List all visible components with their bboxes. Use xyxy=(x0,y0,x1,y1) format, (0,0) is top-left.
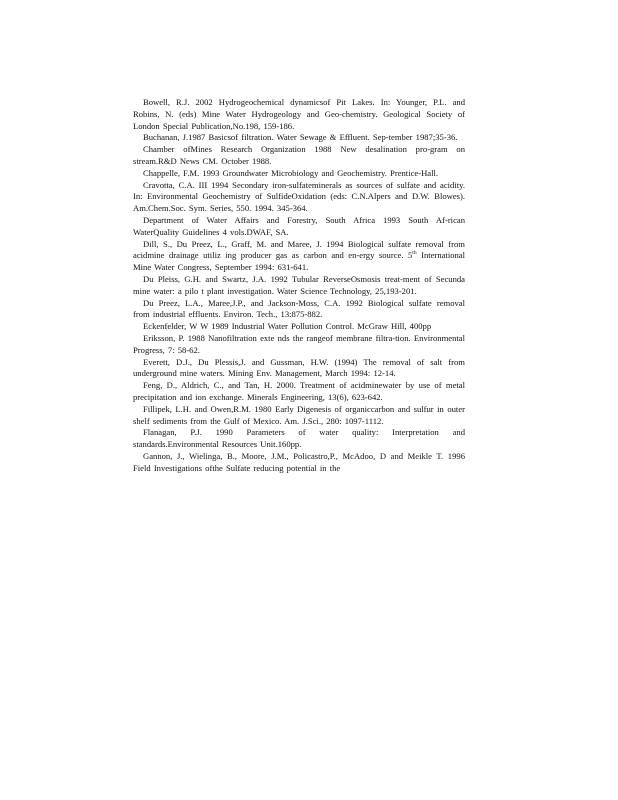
reference-eriksson: Eriksson, P. 1988 Nanofiltration exte nds the rangeof membrane filtra-tion. Environmental Progress, 7: 58-62. xyxy=(133,332,465,355)
reference-cravotta: Cravotta, C.A. III 1994 Secondary iron-sulfateminerals as sources of sulfate and acidity. In: Environmental Geochemistry of SulfideOxidation (eds: C.N.Alpers and D.W. Blowes). Am.Chem.Soc. Sym. Series, 550. 1994. 345-364. xyxy=(133,179,465,214)
reference-dill-sup: th xyxy=(412,250,417,257)
reference-chappelle: Chappelle, F.M. 1993 Groundwater Microbiology and Geochemistry. Prentice-Hall. xyxy=(143,167,439,178)
reference-gannon: Gannon, J., Wielinga, B., Moore, J.M., Policastro,P., McAdoo, D and Meikle T. 1996 Field Investigations ofthe Sulfate reducing potential in the xyxy=(133,450,465,473)
reference-bowell: Bowell, R.J. 2002 Hydrogeochemical dynamicsof Pit Lakes. In: Younger, P.L. and Robins, N. (eds) Mine Water Hydrogeology and Geo-chemistry. Geological Society of London Special Publication,No.198, 159-186. xyxy=(133,97,465,131)
reference-dill-tail: International Mine Water Congress, September 1994: 631-641. xyxy=(133,250,465,273)
reference-feng: Feng, D., Aldrich, C., and Tan, H. 2000. Treatment of acidminewater by use of metal precipitation and ion exchange. Minerals Engineering, 13(6), 623-642. xyxy=(133,380,465,402)
reference-flanagan: Flanagan, P.J. 1990 Parameters of water quality: Interpretation and standards.Environmental Resources Unit.160pp. xyxy=(133,427,465,450)
reference-du-pleiss: Du Pleiss, G.H. and Swartz, J.A. 1992 Tubular ReverseOsmosis treat-ment of Secunda mine water: a pilo t plant investigation. Water Science Technology, 25,193-201. xyxy=(133,273,465,296)
reference-chamber-of-mines: Chamber ofMines Research Organization 1988 New desalination pro-gram on stream.R&D News CM. October 1988. xyxy=(133,144,465,166)
reference-list xyxy=(133,97,465,475)
reference-everett: Everett, D.J., Du Plessis,J. and Gussman, H.W. (1994) The removal of salt from underground mine waters. Mining Env. Management, March 1994: 12-14. xyxy=(133,356,465,379)
reference-fillipek: Fillipek, L.H. and Owen,R.M. 1980 Early Digenesis of organiccarbon and sulfur in outer shelf sediments from the Gulf of Mexico. Am. J.Sci., 280: 1097-1112. xyxy=(133,403,465,426)
reference-dill-main: Dill, S., Du Preez, L., Graff, M. and Maree, J. 1994 Biological sulfate removal from acidmine drainage utiliz ing producer gas as carbon and en-ergy source. 5 xyxy=(133,238,465,261)
reference-buchanan: Buchanan, J.1987 Basicsof filtration. Water Sewage & Effluent. Sep-tember 1987;35-36. xyxy=(143,132,458,143)
reference-dwaf: Department of Water Affairs and Forestry, South Africa 1993 South Af-rican WaterQuality Guidelines 4 vols.DWAF, SA. xyxy=(133,214,465,237)
reference-du-preez: Du Preez, L.A., Maree,J.P., and Jackson-Moss, C.A. 1992 Biological sulfate removal from industrial effluents. Environ. Tech., 13:875-882. xyxy=(133,297,465,320)
reference-eckenfelder: Eckenfelder, W W 1989 Industrial Water Pollution Control. McGraw Hill, 400pp xyxy=(143,321,432,332)
reference-dill xyxy=(133,239,465,274)
